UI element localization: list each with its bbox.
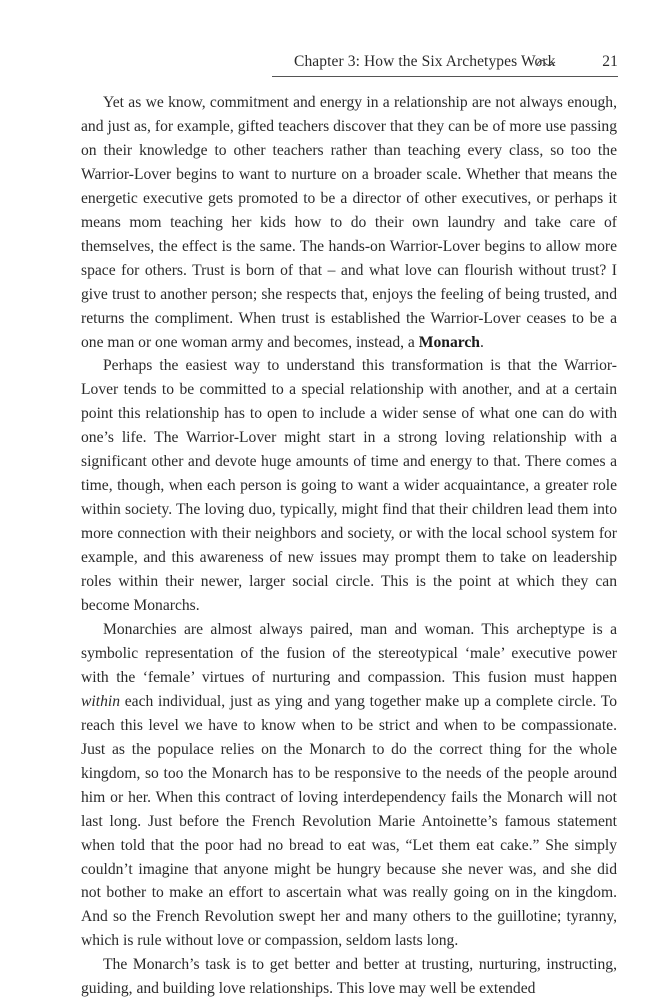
paragraph-3 (81, 618, 617, 953)
paragraph-4: The Monarch’s task is to get better and better at trusting, nurturing, instructing, guiding, and building love relationships. This love may well be extended (81, 956, 617, 998)
swash-ornament-icon (536, 55, 556, 65)
paragraph-3-start: Monarchies are almost always paired, man and woman. This archeptype is a symbolic representation of the fusion of the stereotypical ‘male’ executive power with the ‘female’ virtues of nurturing and compassion. This fusion must happen (81, 620, 617, 686)
within-emphasis: within (81, 692, 120, 710)
chapter-title: Chapter 3: How the Six Archetypes Work (294, 53, 556, 70)
paragraph-1-text: Yet as we know, commitment and energy in a relationship are not always enough, and just as, for example, gifted teachers discover that they can be of more use passing on their knowledge to other teachers rather than teaching every class, so too the Warrior-Lover begins to want to nurture on a broader scale. Whether that means the energetic executive gets promoted to be a director of other executives, or perhaps it means mom teaching her kids how to do their own laundry and take care of themselves, the effect is the same. The hands-on Warrior-Lover begins to allow more space for others. Trust is born of that – and what love can flourish without trust? I give trust to another person; she respects that, enjoys the feeling of being trusted, and returns the compliment. When trust is established the Warrior-Lover ceases to be a one man or one woman army and becomes, instead, a (81, 94, 617, 351)
monarch-term: Monarch (418, 333, 480, 351)
body-text (81, 91, 617, 1001)
paragraph-1 (81, 91, 617, 354)
paragraph-2: Perhaps the easiest way to understand this transformation is that the Warrior-Lover tends to be committed to a special relationship with another, and at a certain point this relationship has to open to include a wider sense of what one can do with one’s life. The Warrior-Lover might start in a strong loving relationship with a significant other and devote huge amounts of time and energy to that. There comes a time, though, when each person is going to want a wider acquaintance, a greater role within society. The loving duo, typically, might find that their children lead them into more connection with their neighbors and society, or with the local school system for example, and this awareness of new issues may prompt them to take on leadership roles within their newer, larger social circle. This is the point at which they can become Monarchs. (81, 357, 617, 615)
page-number: 21 (602, 53, 618, 70)
running-header (272, 50, 618, 77)
paragraph-3-end: each individual, just as ying and yang together make up a complete circle. To reach this level we have to know when to be strict and when to be compassionate. Just as the populace relies on the Monarch to do the correct thing for the whole kingdom, so too the Monarch has to be responsive to the needs of the people around him or her. When this contract of loving interdependency fails the Monarch will not last long. Just before the French Revolution Marie Antoinette’s famous statement when told that the poor had no bread to eat was, “Let them eat cake.” She simply couldn’t imagine that anyone might be hungry because she never was, and she did not bother to make an effort to ascertain what was really going on in the kingdom. And so the French Revolution swept her and many others to the guillotine; tyranny, which is rule without love or compassion, seldom lasts long. (81, 692, 617, 950)
paragraph-1-end: . (479, 333, 484, 351)
